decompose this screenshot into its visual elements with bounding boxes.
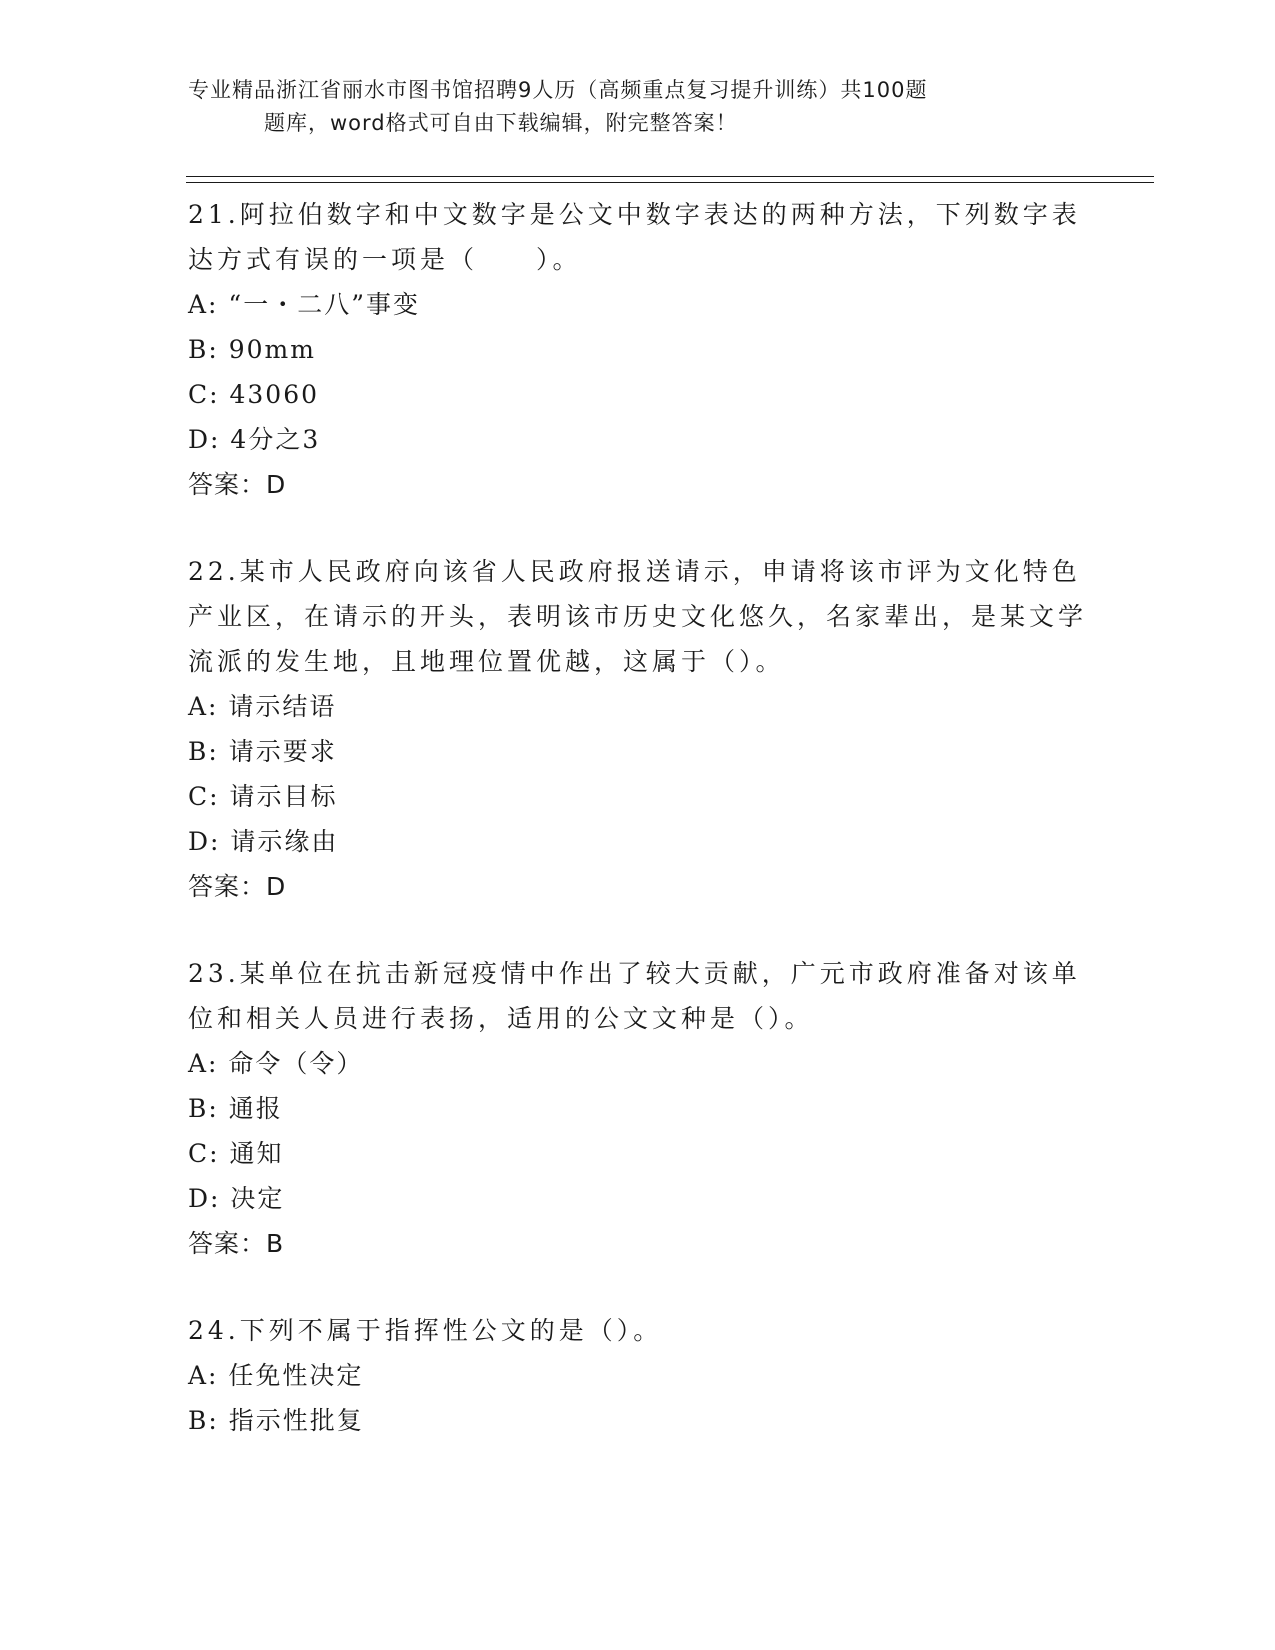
question-23: [188, 951, 1088, 1266]
answer-line: 答案：D: [188, 872, 287, 901]
option-d: D: 4分之3: [188, 425, 321, 454]
answer-line: 答案：D: [188, 470, 287, 499]
option-a: A: 任免性决定: [188, 1361, 364, 1390]
question-21: [188, 192, 1088, 507]
answer-line: 答案：B: [188, 1229, 285, 1258]
question-stem: 23.某单位在抗击新冠疫情中作出了较大贡献，广元市政府准备对该单位和相关人员进行表扬，适用的公文文种是（）。: [188, 959, 1081, 1033]
option-a: A: “一・二八”事变: [188, 290, 420, 319]
option-b: B: 90mm: [188, 335, 316, 364]
option-b: B: 指示性批复: [188, 1406, 364, 1435]
header-title-line-2: 题库，word格式可自由下载编辑，附完整答案！: [264, 111, 738, 135]
option-c: C: 43060: [188, 380, 320, 409]
header-divider-top: [186, 176, 1154, 177]
option-c: C: 请示目标: [188, 782, 338, 811]
question-stem: 22.某市人民政府向该省人民政府报送请示，申请将该市评为文化特色产业区，在请示的开头，表明该市历史文化悠久，名家辈出，是某文学流派的发生地，且地理位置优越，这属于（）。: [188, 557, 1088, 676]
question-stem: 21.阿拉伯数字和中文数字是公文中数字表达的两种方法，下列数字表达方式有误的一项是（ ）。: [188, 200, 1081, 274]
option-a: A: 请示结语: [188, 692, 337, 721]
option-d: D: 请示缘由: [188, 827, 339, 856]
option-a: A: 命令（令）: [188, 1049, 364, 1078]
option-b: B: 请示要求: [188, 737, 337, 766]
question-22: [188, 549, 1088, 909]
option-c: C: 通知: [188, 1139, 284, 1168]
document-header: [188, 74, 1068, 140]
header-title-line-1: 专业精品浙江省丽水市图书馆招聘9人历（高频重点复习提升训练）共100题: [188, 78, 928, 102]
question-stem: 24.下列不属于指挥性公文的是（）。: [188, 1316, 663, 1345]
option-d: D: 决定: [188, 1184, 285, 1213]
header-divider-bottom: [186, 182, 1154, 183]
question-list: [188, 192, 1088, 1485]
option-b: B: 通报: [188, 1094, 283, 1123]
question-24: [188, 1308, 1088, 1443]
